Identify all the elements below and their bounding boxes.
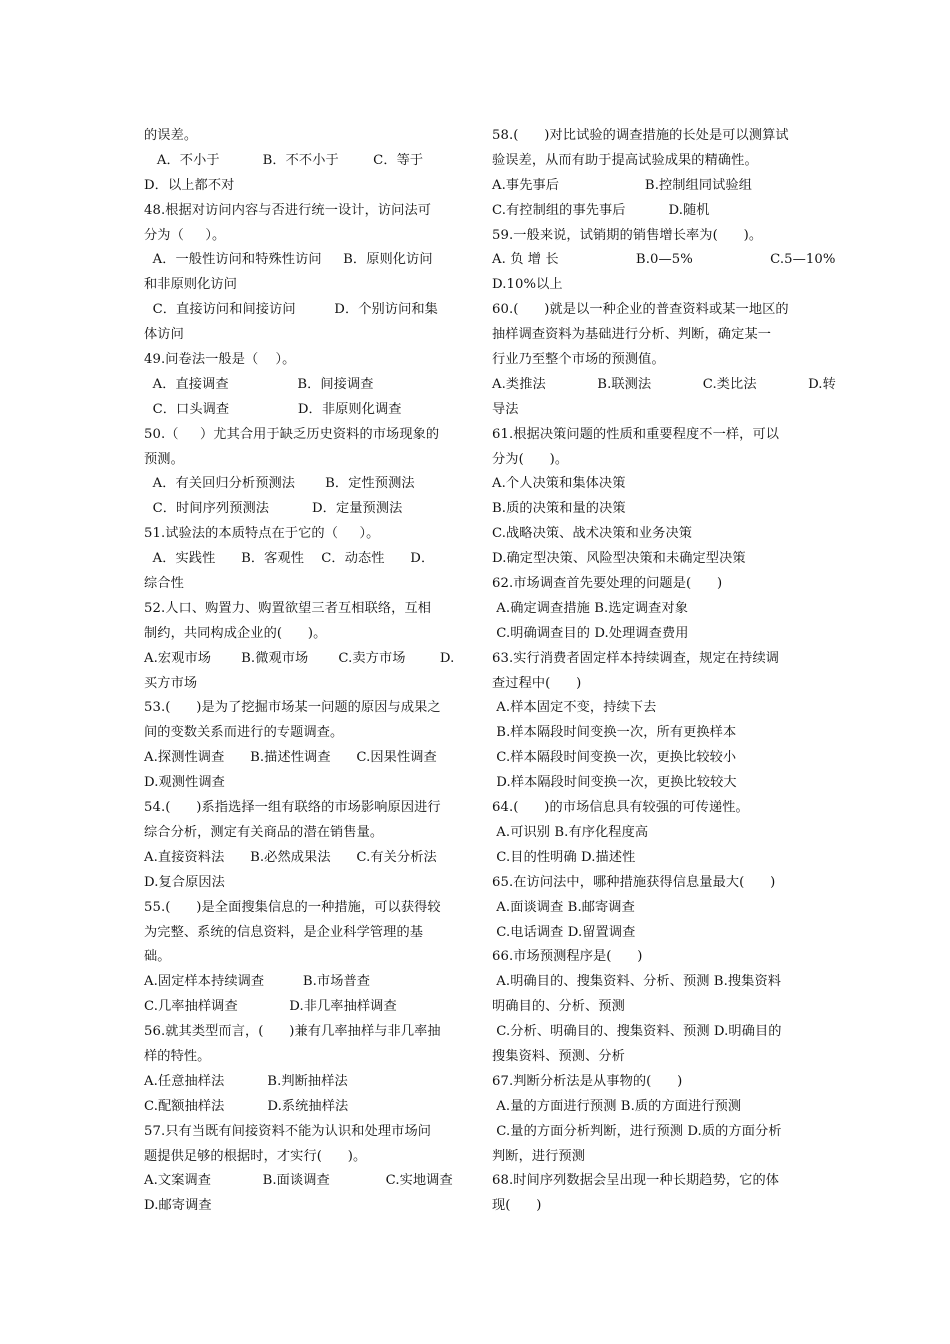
left-text-line: D．以上都不对	[144, 177, 235, 193]
right-text-line: A. 负 增 长 B.0—5% C.5—10%	[492, 252, 836, 268]
right-text-line: 判断，进行预测	[492, 1148, 586, 1164]
left-text-line: 52.人口、购置力、购置欲望三者互相联络，互相	[144, 600, 432, 616]
right-text-line: 行业乃至整个市场的预测值。	[492, 352, 665, 368]
left-text-line: C．口头调查 D．非原则化调查	[144, 401, 402, 417]
left-text-line: A.直接资料法 B.必然成果法 C.有关分析法	[144, 849, 437, 865]
right-text-line: 64.( )的市场信息具有较强的可传递性。	[492, 800, 749, 816]
right-text-line: D.样本隔段时间变换一次，更换比较较大	[492, 775, 737, 791]
right-text-line: 查过程中( )	[492, 675, 582, 691]
right-text-line: 验误差，从而有助于提高试验成果的精确性。	[492, 152, 758, 168]
right-text-line: C.样本隔段时间变换一次，更换比较较小	[492, 750, 737, 766]
left-text-line: 54.( )系指选择一组有联络的市场影响原因进行	[144, 800, 441, 816]
left-text-line: 间的变数关系而进行的专题调查。	[144, 725, 344, 741]
right-text-line: B.质的决策和量的决策	[492, 501, 626, 517]
left-text-line: C.配额抽样法 D.系统抽样法	[144, 1098, 349, 1114]
right-text-line: A.明确目的、搜集资料、分析、预测 B.搜集资料	[492, 974, 782, 990]
right-text-line: 抽样调查资料为基础进行分析、判断，确定某一	[492, 327, 772, 343]
left-text-line: A.宏观市场 B.微观市场 C.卖方市场 D.	[144, 650, 455, 666]
right-text-line: A.事先事后 B.控制组同试验组	[492, 177, 752, 193]
left-column	[144, 124, 462, 1219]
left-text-line: A．直接调查 B．间接调查	[144, 376, 374, 392]
right-text-line: B.样本隔段时间变换一次，所有更换样本	[492, 725, 737, 741]
right-column	[492, 124, 836, 1219]
left-text-line: 预测。	[144, 451, 184, 467]
left-text-line: 买方市场	[144, 675, 198, 691]
left-text-line: D.观测性调查	[144, 775, 225, 791]
left-text-line: A．一般性访问和特殊性访问 B．原则化访问	[144, 252, 433, 268]
right-text-line: C.目的性明确 D.描述性	[492, 849, 636, 865]
left-text-line: 制约，共同构成企业的( )。	[144, 625, 327, 641]
left-text-line: D.邮寄调查	[144, 1198, 212, 1214]
left-text-line: 综合分析，测定有关商品的潜在销售量。	[144, 824, 384, 840]
right-text-line: 65.在访问法中，哪种措施获得信息量最大( )	[492, 874, 776, 890]
right-text-line: C.电话调查 D.留置调查	[492, 924, 636, 940]
left-text-line: 础。	[144, 949, 171, 965]
right-text-line: 59.一般来说，试销期的销售增长率为( )。	[492, 227, 763, 243]
left-text-line: 56.就其类型而言，( )兼有几率抽样与非几率抽	[144, 1024, 441, 1040]
left-text-line: C．直接访问和间接访问 D．个别访问和集	[144, 302, 438, 318]
right-text-line: 62.市场调查首先要处理的问题是( )	[492, 576, 723, 592]
right-text-line: 63.实行消费者固定样本持续调查，规定在持续调	[492, 650, 780, 666]
right-text-line: A.面谈调查 B.邮寄调查	[492, 899, 635, 915]
right-text-line: 61.根据决策问题的性质和重要程度不一样，可以	[492, 426, 780, 442]
right-text-line: C.明确调查目的 D.处理调查费用	[492, 625, 689, 641]
left-text-line: C.几率抽样调查 D.非几率抽样调查	[144, 999, 397, 1015]
left-text-line: 和非原则化访问	[144, 277, 238, 293]
left-text-line: 53.( )是为了挖掘市场某一问题的原因与成果之	[144, 700, 441, 716]
left-text-line: 题提供足够的根据时，才实行( )。	[144, 1148, 367, 1164]
right-text-line: D.10%以上	[492, 277, 563, 293]
right-text-line: 现( )	[492, 1198, 542, 1214]
left-text-line: 48.根据对访问内容与否进行统一设计，访问法可	[144, 202, 432, 218]
left-text-line: A．实践性 B．客观性 C．动态性 D．	[144, 551, 435, 567]
left-text-line: C．时间序列预测法 D．定量预测法	[144, 501, 403, 517]
right-text-line: 67.判断分析法是从事物的( )	[492, 1073, 683, 1089]
left-text-line: 50.（ ）尤其合用于缺乏历史资料的市场现象的	[144, 426, 440, 442]
left-text-line: 为完整、系统的信息资料，是企业科学管理的基	[144, 924, 424, 940]
right-text-line: C.有控制组的事先事后 D.随机	[492, 202, 710, 218]
left-text-line: D.复合原因法	[144, 874, 225, 890]
right-text-line: 66.市场预测程序是( )	[492, 949, 643, 965]
right-text-line: A.样本固定不变，持续下去	[492, 700, 657, 716]
left-text-line: 57.只有当既有间接资料不能为认识和处理市场问	[144, 1123, 432, 1139]
left-text-line: A．有关回归分析预测法 B．定性预测法	[144, 476, 415, 492]
left-text-line: A.固定样本持续调查 B.市场普查	[144, 974, 371, 990]
left-text-line: 样的特性。	[144, 1048, 211, 1064]
right-text-line: 60.( )就是以一种企业的普查资料或某一地区的	[492, 302, 789, 318]
left-text-line: A．不小于 B．不不小于 C．等于	[144, 152, 424, 168]
right-text-line: 搜集资料、预测、分析	[492, 1048, 625, 1064]
left-text-line: A.任意抽样法 B.判断抽样法	[144, 1073, 348, 1089]
right-text-line: 明确目的、分析、预测	[492, 999, 625, 1015]
left-text-line: 49.问卷法一般是（ ）。	[144, 352, 296, 368]
left-text-line: A.探测性调查 B.描述性调查 C.因果性调查	[144, 750, 437, 766]
right-text-line: D.确定型决策、风险型决策和未确定型决策	[492, 551, 746, 567]
right-text-line: A.确定调查措施 B.选定调查对象	[492, 600, 689, 616]
left-text-line: 体访问	[144, 327, 184, 343]
right-text-line: C.战略决策、战术决策和业务决策	[492, 526, 693, 542]
left-text-line: 的误差。	[144, 128, 198, 143]
left-text-line: 51.试验法的本质特点在于它的（ ）。	[144, 526, 380, 542]
right-text-line: 导法	[492, 401, 519, 417]
right-text-line: C.量的方面分析判断，进行预测 D.质的方面分析	[492, 1123, 782, 1139]
right-text-line: 58.( )对比试验的调查措施的长处是可以测算试	[492, 128, 789, 143]
right-text-line: 68.时间序列数据会呈出现一种长期趋势，它的体	[492, 1173, 780, 1189]
right-text-line: A.可识别 B.有序化程度高	[492, 824, 649, 840]
left-text-line: A.文案调查 B.面谈调查 C.实地调查	[144, 1173, 453, 1189]
left-text-line: 55.( )是全面搜集信息的一种措施，可以获得较	[144, 899, 441, 915]
right-text-line: C.分析、明确目的、搜集资料、预测 D.明确目的	[492, 1024, 782, 1040]
right-text-line: 分为( )。	[492, 451, 569, 467]
left-text-line: 分为（ ）。	[144, 227, 226, 243]
right-text-line: A.类推法 B.联测法 C.类比法 D.转	[492, 376, 836, 392]
right-text-line: A.个人决策和集体决策	[492, 476, 626, 492]
right-text-line: A.量的方面进行预测 B.质的方面进行预测	[492, 1098, 742, 1114]
left-text-line: 综合性	[144, 576, 184, 592]
